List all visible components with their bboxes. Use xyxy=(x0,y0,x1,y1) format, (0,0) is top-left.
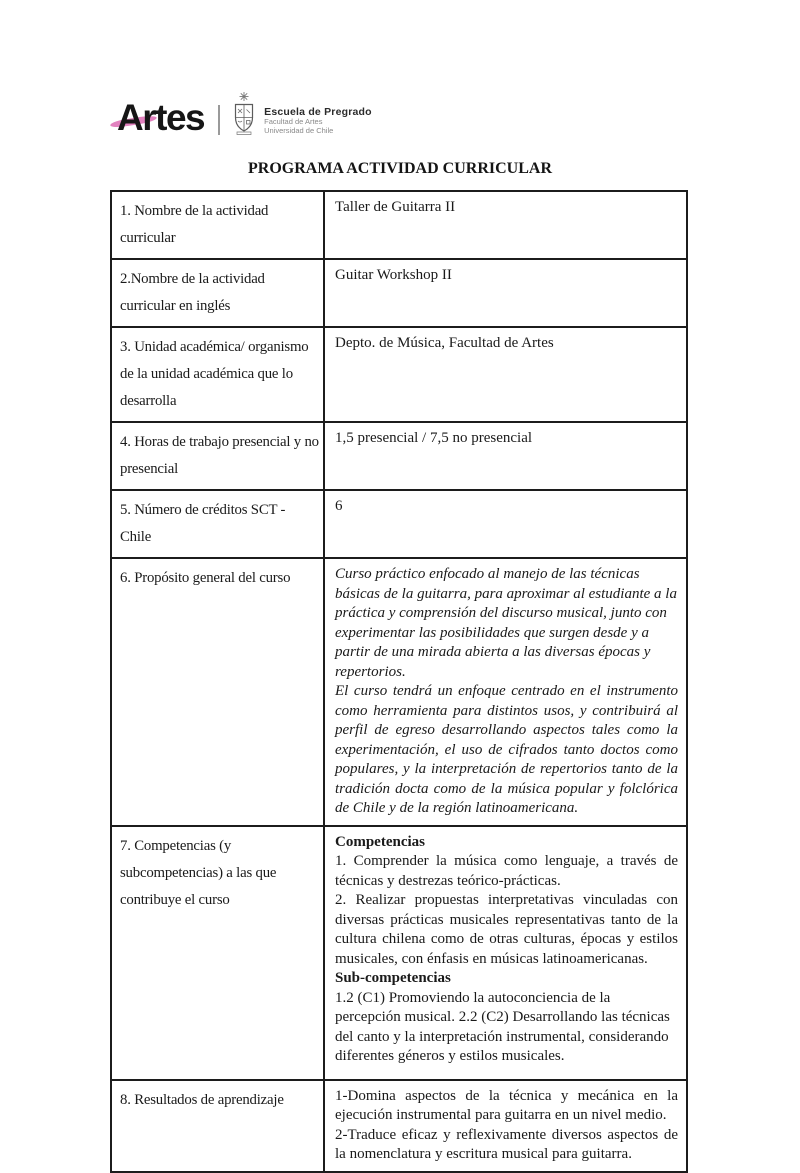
table-row xyxy=(111,327,687,422)
row6-label: 6. Propósito general del curso xyxy=(111,558,324,826)
row6-value xyxy=(324,558,687,826)
table-row xyxy=(111,490,687,558)
row3-label: 3. Unidad académica/ organismo de la unidad académica que lo desarrolla xyxy=(111,327,324,422)
row4-label: 4. Horas de trabajo presencial y no presencial xyxy=(111,422,324,490)
logo-university-label: Universidad de Chile xyxy=(264,125,334,135)
logo-faculty-label: Facultad de Artes xyxy=(264,116,323,126)
row8-label: 8. Resultados de aprendizaje xyxy=(111,1080,324,1172)
proposito-paragraph-2: El curso tendrá un enfoque centrado en el instrumento como herramienta para distintos usos, y contribuirá al perfil de egreso desarrollando aspectos tales como la experimentación, el uso de cifrados tanto doctos como populares, y la interpretación de repertorios tanto de la tradición docta como de la música popular y folclórica de Chile y de la región latinoamericana. xyxy=(335,683,678,816)
row1-label: 1. Nombre de la actividad curricular xyxy=(111,191,324,259)
logo-division-label: Escuela de Pregrado xyxy=(264,105,372,118)
table-row xyxy=(111,191,687,259)
competencia-item-1: 1. Comprender la música como lenguaje, a través de técnicas y destrezas teórico-prácticas. xyxy=(335,853,678,889)
artes-wordmark: Artes xyxy=(117,97,205,138)
table-row xyxy=(111,1080,687,1172)
row4-value: 1,5 presencial / 7,5 no presencial xyxy=(324,422,687,490)
row8-value xyxy=(324,1080,687,1172)
subcompetencias-text: 1.2 (C1) Promoviendo la autoconciencia de la percepción musical. 2.2 (C2) Desarrollando las técnicas del canto y la interpretación instrumental, considerando diferentes géneros y estilos musicales. xyxy=(335,989,670,1064)
universidad-de-chile-crest-icon xyxy=(232,92,256,141)
page-title: PROGRAMA ACTIVIDAD CURRICULAR xyxy=(247,160,552,177)
table-row xyxy=(111,259,687,327)
logo-org-text xyxy=(264,106,372,135)
row7-value xyxy=(324,826,687,1080)
table-row xyxy=(111,558,687,826)
row1-value: Taller de Guitarra II xyxy=(324,191,687,259)
row5-label: 5. Número de créditos SCT - Chile xyxy=(111,490,324,558)
resultado-item-1: 1-Domina aspectos de la técnica y mecánica en la ejecución instrumental para guitarra en un nivel medio. xyxy=(335,1087,678,1123)
competencias-heading: Competencias xyxy=(335,833,425,850)
row2-label: 2.Nombre de la actividad curricular en inglés xyxy=(111,259,324,327)
row2-value: Guitar Workshop II xyxy=(324,259,687,327)
logo-lockup xyxy=(117,94,372,141)
row7-label: 7. Competencias (y subcompetencias) a las que contribuye el curso xyxy=(111,826,324,1080)
subcompetencias-heading: Sub-competencias xyxy=(335,970,451,986)
row3-value: Depto. de Música, Facultad de Artes xyxy=(324,327,687,422)
artes-wordmark-wrap xyxy=(117,99,204,136)
resultado-item-2: 2-Traduce eficaz y reflexivamente diversos aspectos de la nomenclatura y escritura musical para guitarra. xyxy=(335,1126,678,1162)
proposito-paragraph-1: Curso práctico enfocado al manejo de las técnicas básicas de la guitarra, para aproximar al estudiante a la práctica y comprensión del discurso musical, junto con experimentar las posibilidades que surgen desde y a partir de una mirada abierta a las diversas épocas y repertorios. xyxy=(335,566,677,680)
row5-value: 6 xyxy=(324,490,687,558)
logo-divider xyxy=(218,105,220,135)
table-row xyxy=(111,826,687,1080)
table-row xyxy=(111,422,687,490)
competencia-item-2: 2. Realizar propuestas interpretativas vinculadas con diversas prácticas musicales representativas tanto de la cultura chilena como de otras culturas, épocas y estilos musicales, con énfasis en músicas latinoamericanas. xyxy=(335,892,678,967)
curriculum-table xyxy=(110,190,688,1173)
